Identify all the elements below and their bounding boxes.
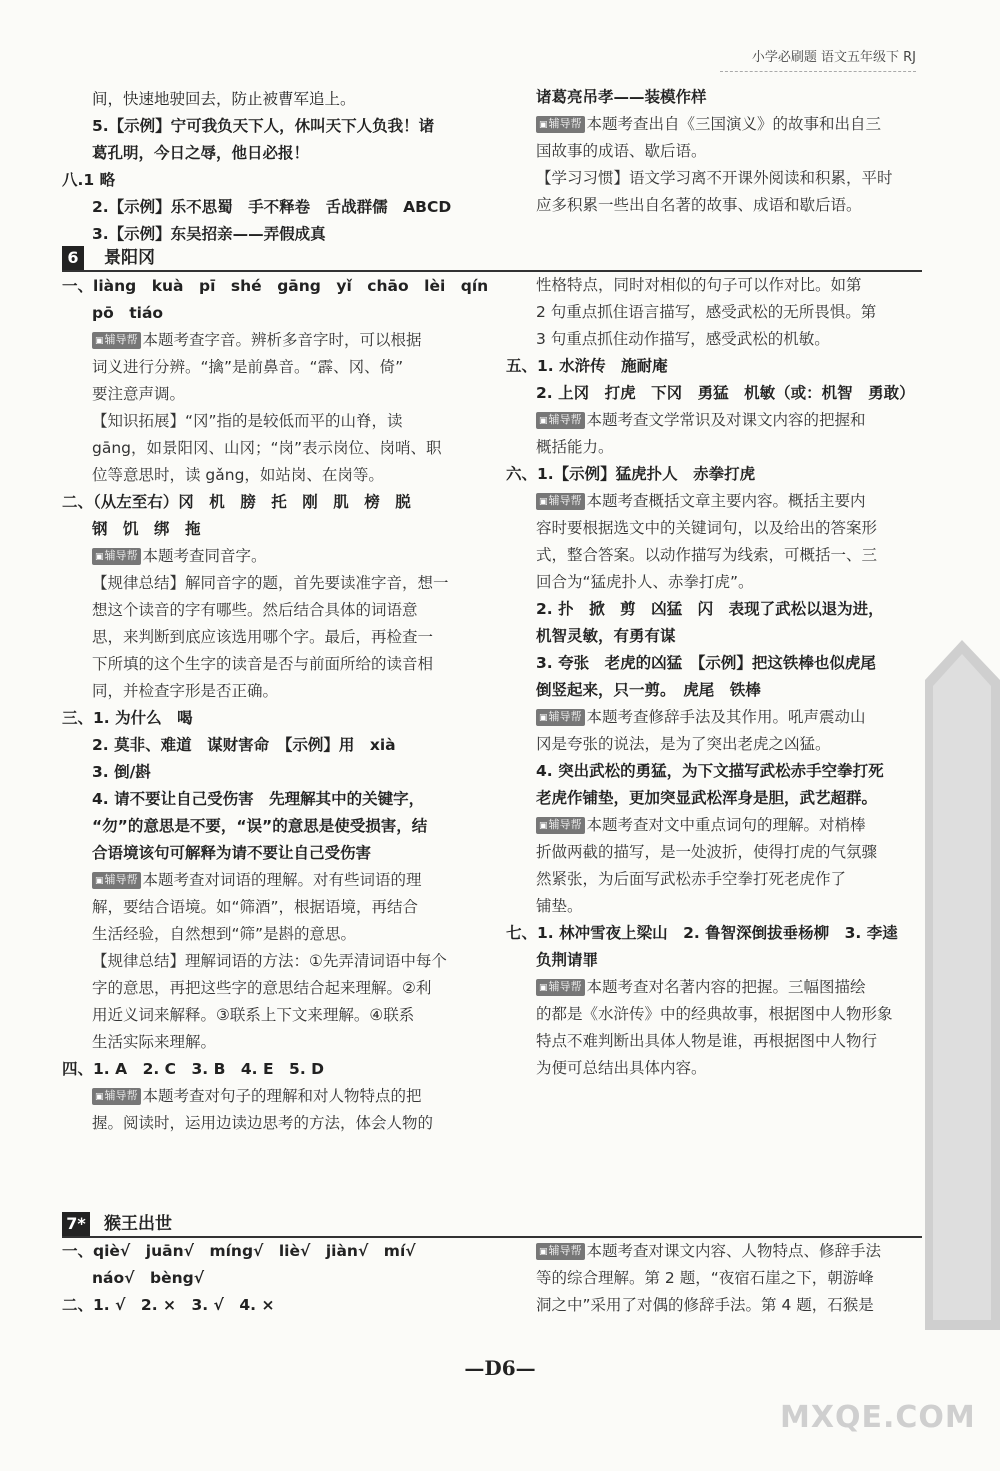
line-text: 2. 莫非、难道 谋财害命 【示例】用 xià: [92, 736, 396, 754]
line-text: 【规律总结】解同音字的题，首先要读准字音，想一: [92, 574, 449, 592]
line-text: 生活经验，自然想到“筛”是斟的意思。: [92, 925, 357, 943]
tutor-note-line: [506, 812, 926, 839]
answer-line: [506, 866, 926, 893]
line-text: 3 句重点抓住动作描写，感受武松的机敏。: [536, 330, 830, 348]
line-text: 应多积累一些出自名著的故事、成语和歇后语。: [536, 196, 862, 214]
page-number: —D6—: [464, 1356, 536, 1380]
answer-line: [62, 1110, 482, 1137]
line-text: 词义进行分辨。“擒”是前鼻音。“霹、冈、倚”: [92, 358, 404, 376]
answer-line: [506, 434, 926, 461]
tutor-note-line: [506, 407, 926, 434]
answer-line: [62, 840, 482, 867]
line-text: 4. 突出武松的勇猛，为下文描写武松赤手空拳打死: [536, 762, 884, 780]
answer-line: [506, 650, 926, 677]
answer-line: [62, 624, 482, 651]
line-text: 思，来判断到底应该选用哪个字。最后，再检查一: [92, 628, 434, 646]
answer-line: [62, 354, 482, 381]
answer-line: [62, 489, 482, 516]
watermark-logo: MXQE.COM: [780, 1400, 976, 1435]
page-header: 小学必刷题 语文五年级下 RJ: [720, 46, 916, 72]
tutor-badge: ▣ 辅导帮: [92, 548, 141, 565]
answer-line: [506, 84, 926, 111]
tutor-note-line: [506, 974, 926, 1001]
line-text: 3.【示例】东吴招亲——弄假成真: [92, 225, 326, 243]
line-text: 3. 倒/斟: [92, 763, 151, 781]
answer-line: [62, 1292, 482, 1319]
answer-line: [62, 462, 482, 489]
answer-line: [62, 651, 482, 678]
line-text: “勿”的意思是不要，“误”的意思是使受损害，结: [92, 817, 428, 835]
answer-line: [506, 380, 926, 407]
top-left-column: [62, 86, 482, 248]
line-text: 要注意声调。: [92, 385, 186, 403]
answer-line: [506, 192, 926, 219]
answer-line: [506, 839, 926, 866]
answer-line: [506, 299, 926, 326]
line-text: 握。阅读时，运用边读边思考的方法，体会人物的: [92, 1114, 434, 1132]
section-7-header: [62, 1212, 922, 1238]
line-text: 【知识拓展】“冈”指的是较低而平的山脊，读: [92, 412, 403, 430]
answer-line: [62, 1056, 482, 1083]
tutor-badge: ▣ 辅导帮: [92, 1088, 141, 1105]
answer-line: [506, 326, 926, 353]
line-text: 本题考查修辞手法及其作用。吼声震动山: [586, 708, 866, 726]
answer-line: [62, 113, 482, 140]
answer-line: [62, 381, 482, 408]
section-number: 6: [62, 246, 84, 270]
answer-line: [62, 167, 482, 194]
answer-line: [506, 920, 926, 947]
tutor-note-line: [62, 327, 482, 354]
answer-line: [506, 1265, 926, 1292]
answer-line: [506, 1028, 926, 1055]
tutor-badge: ▣ 辅导帮: [536, 709, 585, 726]
tutor-note-line: [62, 867, 482, 894]
answer-line: [62, 516, 482, 543]
line-text: 位等意思时，读 gǎng，如站岗、在岗等。: [92, 466, 384, 484]
tutor-badge: ▣ 辅导帮: [536, 116, 585, 133]
answer-line: [506, 461, 926, 488]
line-text: 容时要根据选文中的关键词句，以及给出的答案形: [536, 519, 878, 537]
line-text: 2.【示例】乐不思蜀 手不释卷 舌战群儒 ABCD: [92, 198, 452, 216]
line-text: 负荆请罪: [536, 951, 599, 969]
section-7-right-column: [506, 1238, 926, 1319]
tutor-note-line: [62, 1083, 482, 1110]
answer-line: [506, 138, 926, 165]
tutor-badge: ▣ 辅导帮: [92, 332, 141, 349]
line-text: 机智灵敏，有勇有谋: [536, 627, 676, 645]
answer-line: [62, 786, 482, 813]
line-text: 一、qiè√ juān√ míng√ liè√ jiàn√ mí√: [62, 1242, 416, 1260]
line-text: 国故事的成语、歇后语。: [536, 142, 707, 160]
section-title: 景阳冈: [104, 248, 155, 268]
line-text: 回合为“猛虎扑人、赤拳打虎”。: [536, 573, 754, 591]
answer-line: [62, 678, 482, 705]
line-text: 解，要结合语境。如“筛酒”，根据语境，再结合: [92, 898, 419, 916]
line-text: 老虎作铺垫，更加突显武松浑身是胆，武艺超群。: [536, 789, 878, 807]
answer-line: [506, 569, 926, 596]
line-text: 3. 夸张 老虎的凶猛 【示例】把这铁棒也似虎尾: [536, 654, 876, 672]
answer-line: [506, 1001, 926, 1028]
section-title: 猴王出世: [104, 1214, 172, 1234]
decorative-side-banner: [925, 640, 1000, 1330]
answer-line: [506, 596, 926, 623]
answer-line: [62, 975, 482, 1002]
line-text: 五、1. 水浒传 施耐庵: [506, 357, 668, 375]
answer-line: [506, 1292, 926, 1319]
line-text: 2. 扑 掀 剪 凶猛 闪 表现了武松以退为进，: [536, 600, 884, 618]
line-text: 七、1. 林冲雪夜上梁山 2. 鲁智深倒拔垂杨柳 3. 李逵: [506, 924, 898, 942]
answer-line: [62, 300, 482, 327]
line-text: 5.【示例】宁可我负天下人，休叫天下人负我！诸: [92, 117, 435, 135]
answer-line: [62, 732, 482, 759]
line-text: 本题考查概括文章主要内容。概括主要内: [586, 492, 866, 510]
line-text: 本题考查对课文内容、人物特点、修辞手法: [586, 1242, 882, 1260]
line-text: 钢 饥 绑 拖: [92, 520, 201, 538]
answer-line: [62, 1029, 482, 1056]
answer-line: [506, 1055, 926, 1082]
line-text: 二、1. √ 2. × 3. √ 4. ×: [62, 1296, 275, 1314]
answer-line: [506, 785, 926, 812]
line-text: 概括能力。: [536, 438, 614, 456]
tutor-badge: ▣ 辅导帮: [536, 493, 585, 510]
line-text: 六、1.【示例】猛虎扑人 赤拳打虎: [506, 465, 756, 483]
answer-line: [62, 948, 482, 975]
answer-line: [506, 731, 926, 758]
tutor-badge: ▣ 辅导帮: [536, 979, 585, 996]
tutor-badge: ▣ 辅导帮: [92, 872, 141, 889]
line-text: 式，整合答案。以动作描写为线索，可概括一、三: [536, 546, 878, 564]
line-text: 折做两截的描写，是一处波折，使得打虎的气氛骤: [536, 843, 878, 861]
line-text: 间，快速地驶回去，防止被曹军追上。: [92, 90, 356, 108]
line-text: náo√ bèng√: [92, 1269, 205, 1287]
line-text: gāng，如景阳冈、山冈；“岗”表示岗位、岗哨、职: [92, 439, 442, 457]
answer-line: [506, 272, 926, 299]
line-text: 【学习习惯】语文学习离不开课外阅读和积累，平时: [536, 169, 893, 187]
line-text: 本题考查对句子的理解和对人物特点的把: [142, 1087, 422, 1105]
line-text: 本题考查出自《三国演义》的故事和出自三: [586, 115, 882, 133]
line-text: 倒竖起来，只一剪。 虎尾 铁棒: [536, 681, 761, 699]
answer-line: [506, 542, 926, 569]
section-number: 7*: [62, 1212, 90, 1236]
answer-line: [62, 86, 482, 113]
line-text: 2. 上冈 打虎 下冈 勇猛 机敏（或：机智 勇敢）: [536, 384, 915, 402]
answer-line: [506, 677, 926, 704]
tutor-badge: ▣ 辅导帮: [536, 1243, 585, 1260]
line-text: 想这个读音的字有哪些。然后结合具体的词语意: [92, 601, 418, 619]
tutor-note-line: [62, 543, 482, 570]
line-text: 葛孔明，今日之辱，他日必报！: [92, 144, 310, 162]
answer-line: [506, 515, 926, 542]
tutor-note-line: [506, 111, 926, 138]
answer-line: [62, 894, 482, 921]
answer-line: [62, 813, 482, 840]
line-text: 【规律总结】理解词语的方法：①先弄清词语中每个: [92, 952, 447, 970]
line-text: 八.1 略: [62, 171, 116, 189]
line-text: 合语境该句可解释为请不要让自己受伤害: [92, 844, 372, 862]
line-text: 四、1. A 2. C 3. B 4. E 5. D: [62, 1060, 324, 1078]
line-text: 性格特点，同时对相似的句子可以作对比。如第: [536, 276, 862, 294]
line-text: 本题考查同音字。: [142, 547, 267, 565]
answer-line: [62, 221, 482, 248]
line-text: 为便可总结出具体内容。: [536, 1059, 707, 1077]
section-6-left-column: [62, 273, 489, 1137]
line-text: 特点不难判断出具体人物是谁，再根据图中人物行: [536, 1032, 878, 1050]
line-text: 4. 请不要让自己受伤害 先理解其中的关键字，: [92, 790, 425, 808]
answer-line: [506, 893, 926, 920]
line-text: 二、（从左至右）冈 机 膀 托 刚 肌 榜 脱: [62, 493, 411, 511]
tutor-badge: ▣ 辅导帮: [536, 412, 585, 429]
section-6-header: [62, 246, 922, 272]
line-text: 本题考查对词语的理解。对有些词语的理: [142, 871, 422, 889]
line-text: 的都是《水浒传》中的经典故事，根据图中人物形象: [536, 1005, 893, 1023]
answer-line: [506, 758, 926, 785]
line-text: 2 句重点抓住语言描写，感受武松的无所畏惧。第: [536, 303, 877, 321]
tutor-note-line: [506, 704, 926, 731]
line-text: 铺垫。: [536, 897, 583, 915]
line-text: 本题考查对文中重点词句的理解。对梢棒: [586, 816, 866, 834]
answer-line: [62, 597, 482, 624]
answer-line: [62, 570, 482, 597]
answer-line: [62, 1002, 482, 1029]
answer-line: [62, 194, 482, 221]
line-text: 用近义词来解释。③联系上下文来理解。④联系: [92, 1006, 415, 1024]
answer-line: [62, 759, 482, 786]
line-text: pō tiáo: [92, 304, 164, 322]
line-text: 生活实际来理解。: [92, 1033, 217, 1051]
answer-line: [62, 705, 482, 732]
answer-line: [506, 623, 926, 650]
line-text: 诸葛亮吊孝——装模作样: [536, 88, 707, 106]
section-6-right-column: [506, 272, 926, 1082]
answer-line: [62, 435, 482, 462]
line-text: 本题考查文学常识及对课文内容的把握和: [586, 411, 866, 429]
line-text: 下所填的这个生字的读音是否与前面所给的读音相: [92, 655, 434, 673]
line-text: 三、1. 为什么 喝: [62, 709, 193, 727]
answer-line: [62, 1238, 482, 1265]
section-7-left-column: [62, 1238, 482, 1319]
tutor-note-line: [506, 488, 926, 515]
answer-line: [506, 353, 926, 380]
line-text: 同，并检查字形是否正确。: [92, 682, 279, 700]
tutor-note-line: [506, 1238, 926, 1265]
tutor-badge: ▣ 辅导帮: [536, 817, 585, 834]
line-text: 冈是夸张的说法，是为了突出老虎之凶猛。: [536, 735, 831, 753]
answer-line: [62, 408, 482, 435]
answer-line: [62, 140, 482, 167]
answer-line: [506, 165, 926, 192]
line-text: 字的意思，再把这些字的意思结合起来理解。②利: [92, 979, 432, 997]
top-right-column: [506, 84, 926, 219]
line-text: 洞之中”采用了对偶的修辞手法。第 4 题，石猴是: [536, 1296, 874, 1314]
answer-line: [62, 273, 489, 300]
line-text: 然紧张，为后面写武松赤手空拳打死老虎作了: [536, 870, 847, 888]
line-text: 本题考查字音。辨析多音字时，可以根据: [142, 331, 422, 349]
line-text: 等的综合理解。第 2 题，“夜宿石崖之下，朝游峰: [536, 1269, 874, 1287]
answer-line: [62, 921, 482, 948]
line-text: 一、liàng kuà pī shé gāng yǐ chāo lèi qín: [62, 277, 489, 295]
answer-line: [62, 1265, 482, 1292]
line-text: 本题考查对名著内容的把握。三幅图描绘: [586, 978, 866, 996]
answer-line: [506, 947, 926, 974]
